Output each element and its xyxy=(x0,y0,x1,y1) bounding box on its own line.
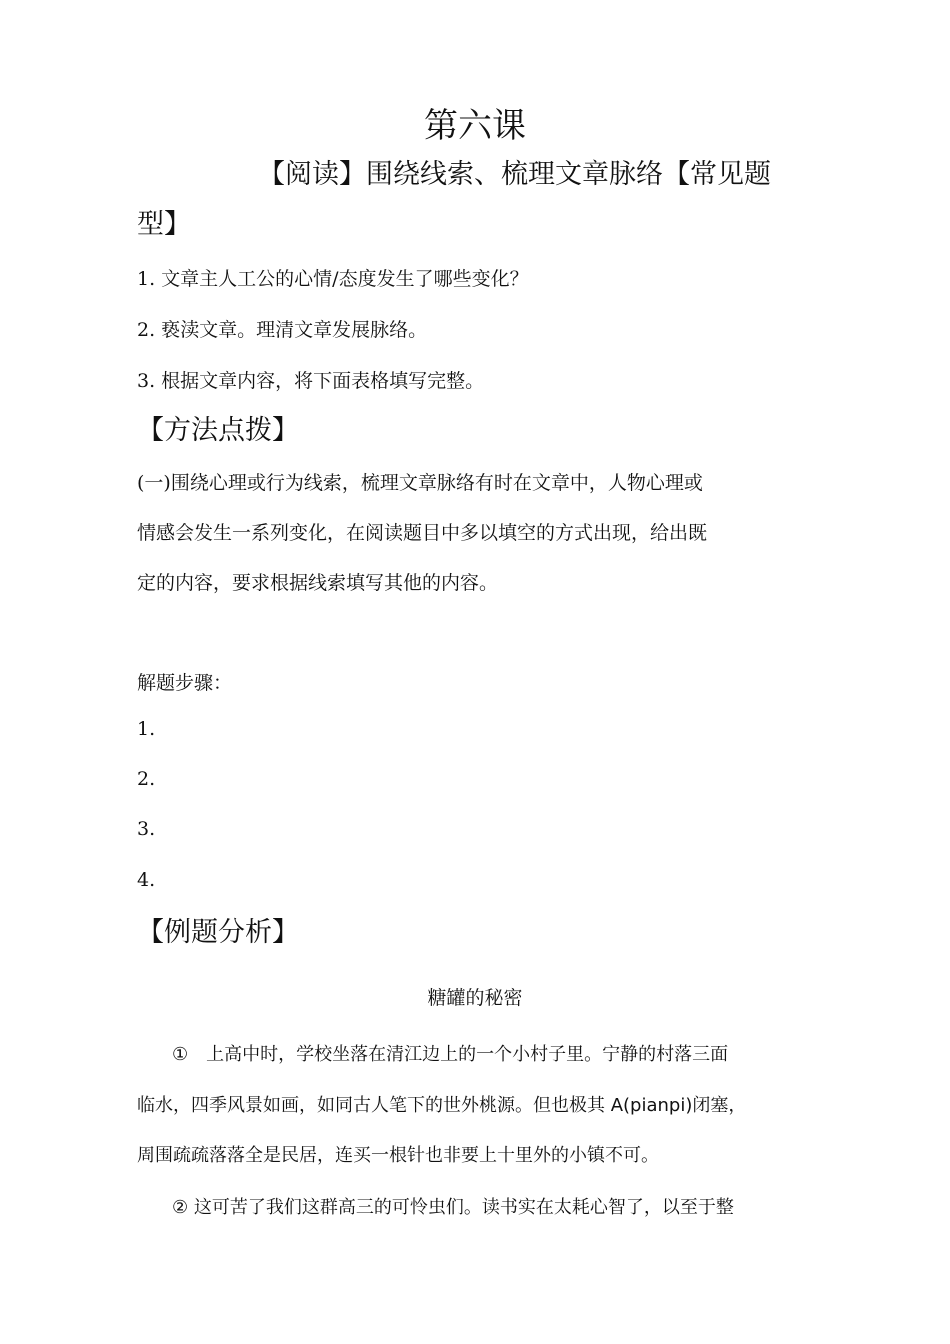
question-2: 2. 亵渎文章。理清文章发展脉络。 xyxy=(137,319,428,341)
step-item-2: 2. xyxy=(137,768,156,790)
story-title: 糖罐的秘密 xyxy=(427,987,523,1009)
step-item-1: 1. xyxy=(137,718,156,740)
story-line-2: 临水，四季风景如画，如同古人笔下的世外桃源。但也极其 A(pianpi)闭塞， xyxy=(137,1095,747,1116)
example-heading: 【例题分析】 xyxy=(137,917,299,948)
section-heading-line-2: 型】 xyxy=(137,209,191,240)
story-line-3: 周围疏疏落落全是民居，连买一根针也非要上十里外的小镇不可。 xyxy=(137,1145,659,1166)
section-heading-line-1: 【阅读】围绕线索、梳理文章脉络【常见题 xyxy=(258,159,771,190)
method-paragraph-line-2: 情感会发生一系列变化，在阅读题目中多以填空的方式出现，给出既 xyxy=(137,522,708,544)
question-1: 1. 文章主人工公的心情/态度发生了哪些变化？ xyxy=(137,268,529,290)
lesson-title: 第六课 xyxy=(424,106,526,146)
step-item-4: 4. xyxy=(137,869,156,891)
step-item-3: 3. xyxy=(137,818,156,840)
story-line-1: ① 上高中时，学校坐落在清江边上的一个小村子里。宁静的村落三面 xyxy=(172,1044,729,1065)
method-paragraph-line-1: (一)围绕心理或行为线索，梳理文章脉络有时在文章中，人物心理或 xyxy=(137,472,703,494)
method-heading: 【方法点拨】 xyxy=(137,415,299,446)
steps-label: 解题步骤： xyxy=(137,672,233,694)
story-line-4: ② 这可苦了我们这群高三的可怜虫们。读书实在太耗心智了，以至于整 xyxy=(172,1197,734,1218)
question-3: 3. 根据文章内容，将下面表格填写完整。 xyxy=(137,370,485,392)
method-paragraph-line-3: 定的内容，要求根据线索填写其他的内容。 xyxy=(137,572,499,594)
